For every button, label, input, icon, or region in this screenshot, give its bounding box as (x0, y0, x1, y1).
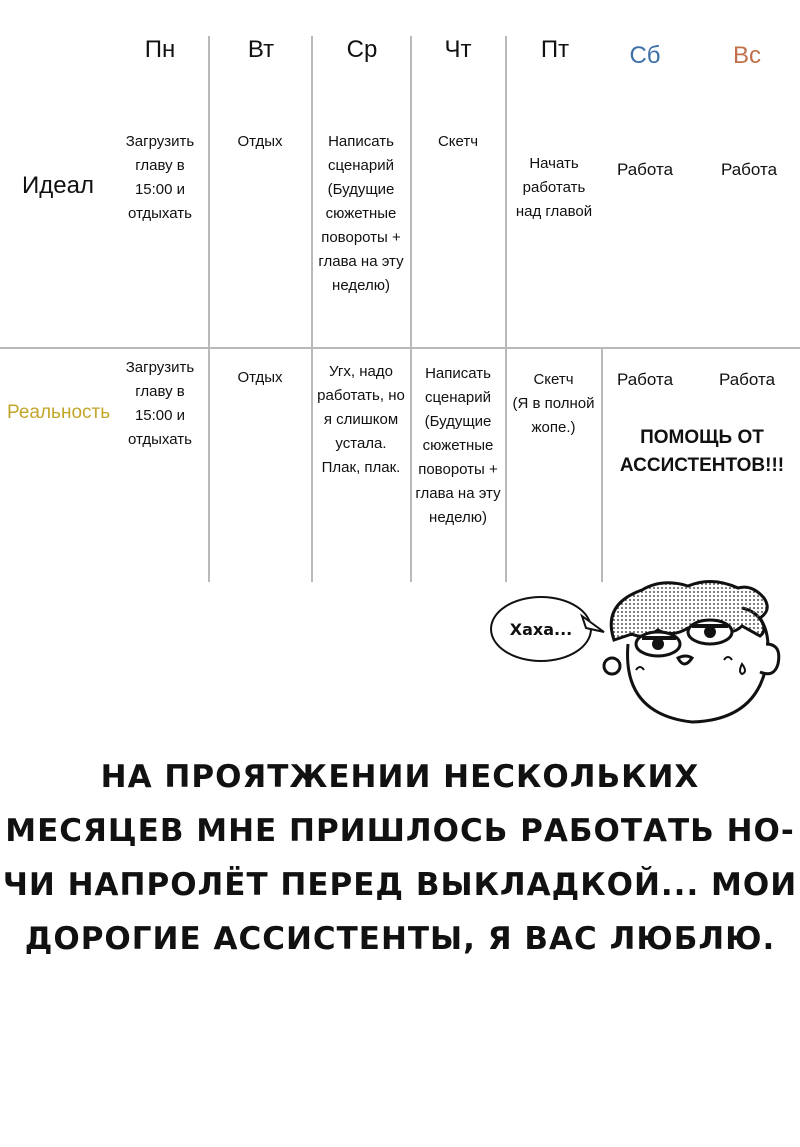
reality-cell-fri: Скетч (Я в полной жопе.) (512, 371, 595, 436)
day-header-tue: Вт (247, 36, 275, 63)
reality-cell-tue: Отдых (237, 369, 283, 386)
day-header-sat: Сб (629, 42, 661, 69)
grid-line (311, 36, 313, 582)
reality-cell-sun: Работа (718, 370, 776, 389)
ideal-cell-fri: Начать работать над главой (515, 155, 593, 220)
day-header-thu: Чт (444, 36, 472, 63)
caption-text: НА ПРОЯТЖЕНИИ НЕСКОЛЬКИХ МЕСЯЦЕВ МНЕ ПРИШЛОСЬ РАБОТАТЬ НО- ЧИ НАПРОЛЁТ ПЕРЕД ВЫКЛАДКОЙ... МОИ ДОРОГИЕ АССИСТЕНТЫ, Я ВАС ЛЮБЛЮ. (2, 759, 798, 957)
reality-cell-mon: Загрузить главу в 15:00 и отдыхать (125, 359, 195, 448)
grid-line (0, 347, 800, 349)
reality-cell-thu: Написать сценарий (Будущие сюжетные повороты + глава на эту неделю) (415, 365, 501, 526)
ideal-cell-mon: Загрузить главу в 15:00 и отдыхать (125, 133, 195, 222)
ideal-cell-thu: Скетч (437, 133, 479, 150)
day-header-mon: Пн (144, 36, 176, 63)
day-header-wed: Ср (346, 36, 378, 63)
grid-line (505, 36, 507, 582)
reality-cell-sat: Работа (616, 370, 674, 389)
ideal-cell-sat: Работа (616, 160, 674, 179)
smiling-tired-face-icon (592, 574, 788, 734)
day-header-sun: Вс (732, 42, 761, 69)
ideal-cell-tue: Отдых (237, 133, 283, 150)
speech-bubble-text: Хаха... (509, 619, 573, 639)
ideal-cell-sun: Работа (720, 160, 778, 179)
ideal-cell-wed: Написать сценарий (Будущие сюжетные повороты + глава на эту неделю) (318, 133, 404, 294)
speech-bubble (490, 596, 592, 662)
assistant-help-note: ПОМОЩЬ ОТ АССИСТЕНТОВ!!! (619, 427, 785, 476)
row-label-reality: Реальность (7, 402, 111, 423)
grid-line (208, 36, 210, 582)
day-header-fri: Пт (540, 36, 570, 63)
reality-cell-wed: Угх, надо работать, но я слишком устала. Плак, плак. (317, 363, 405, 476)
row-label-ideal: Идеал (22, 172, 94, 199)
